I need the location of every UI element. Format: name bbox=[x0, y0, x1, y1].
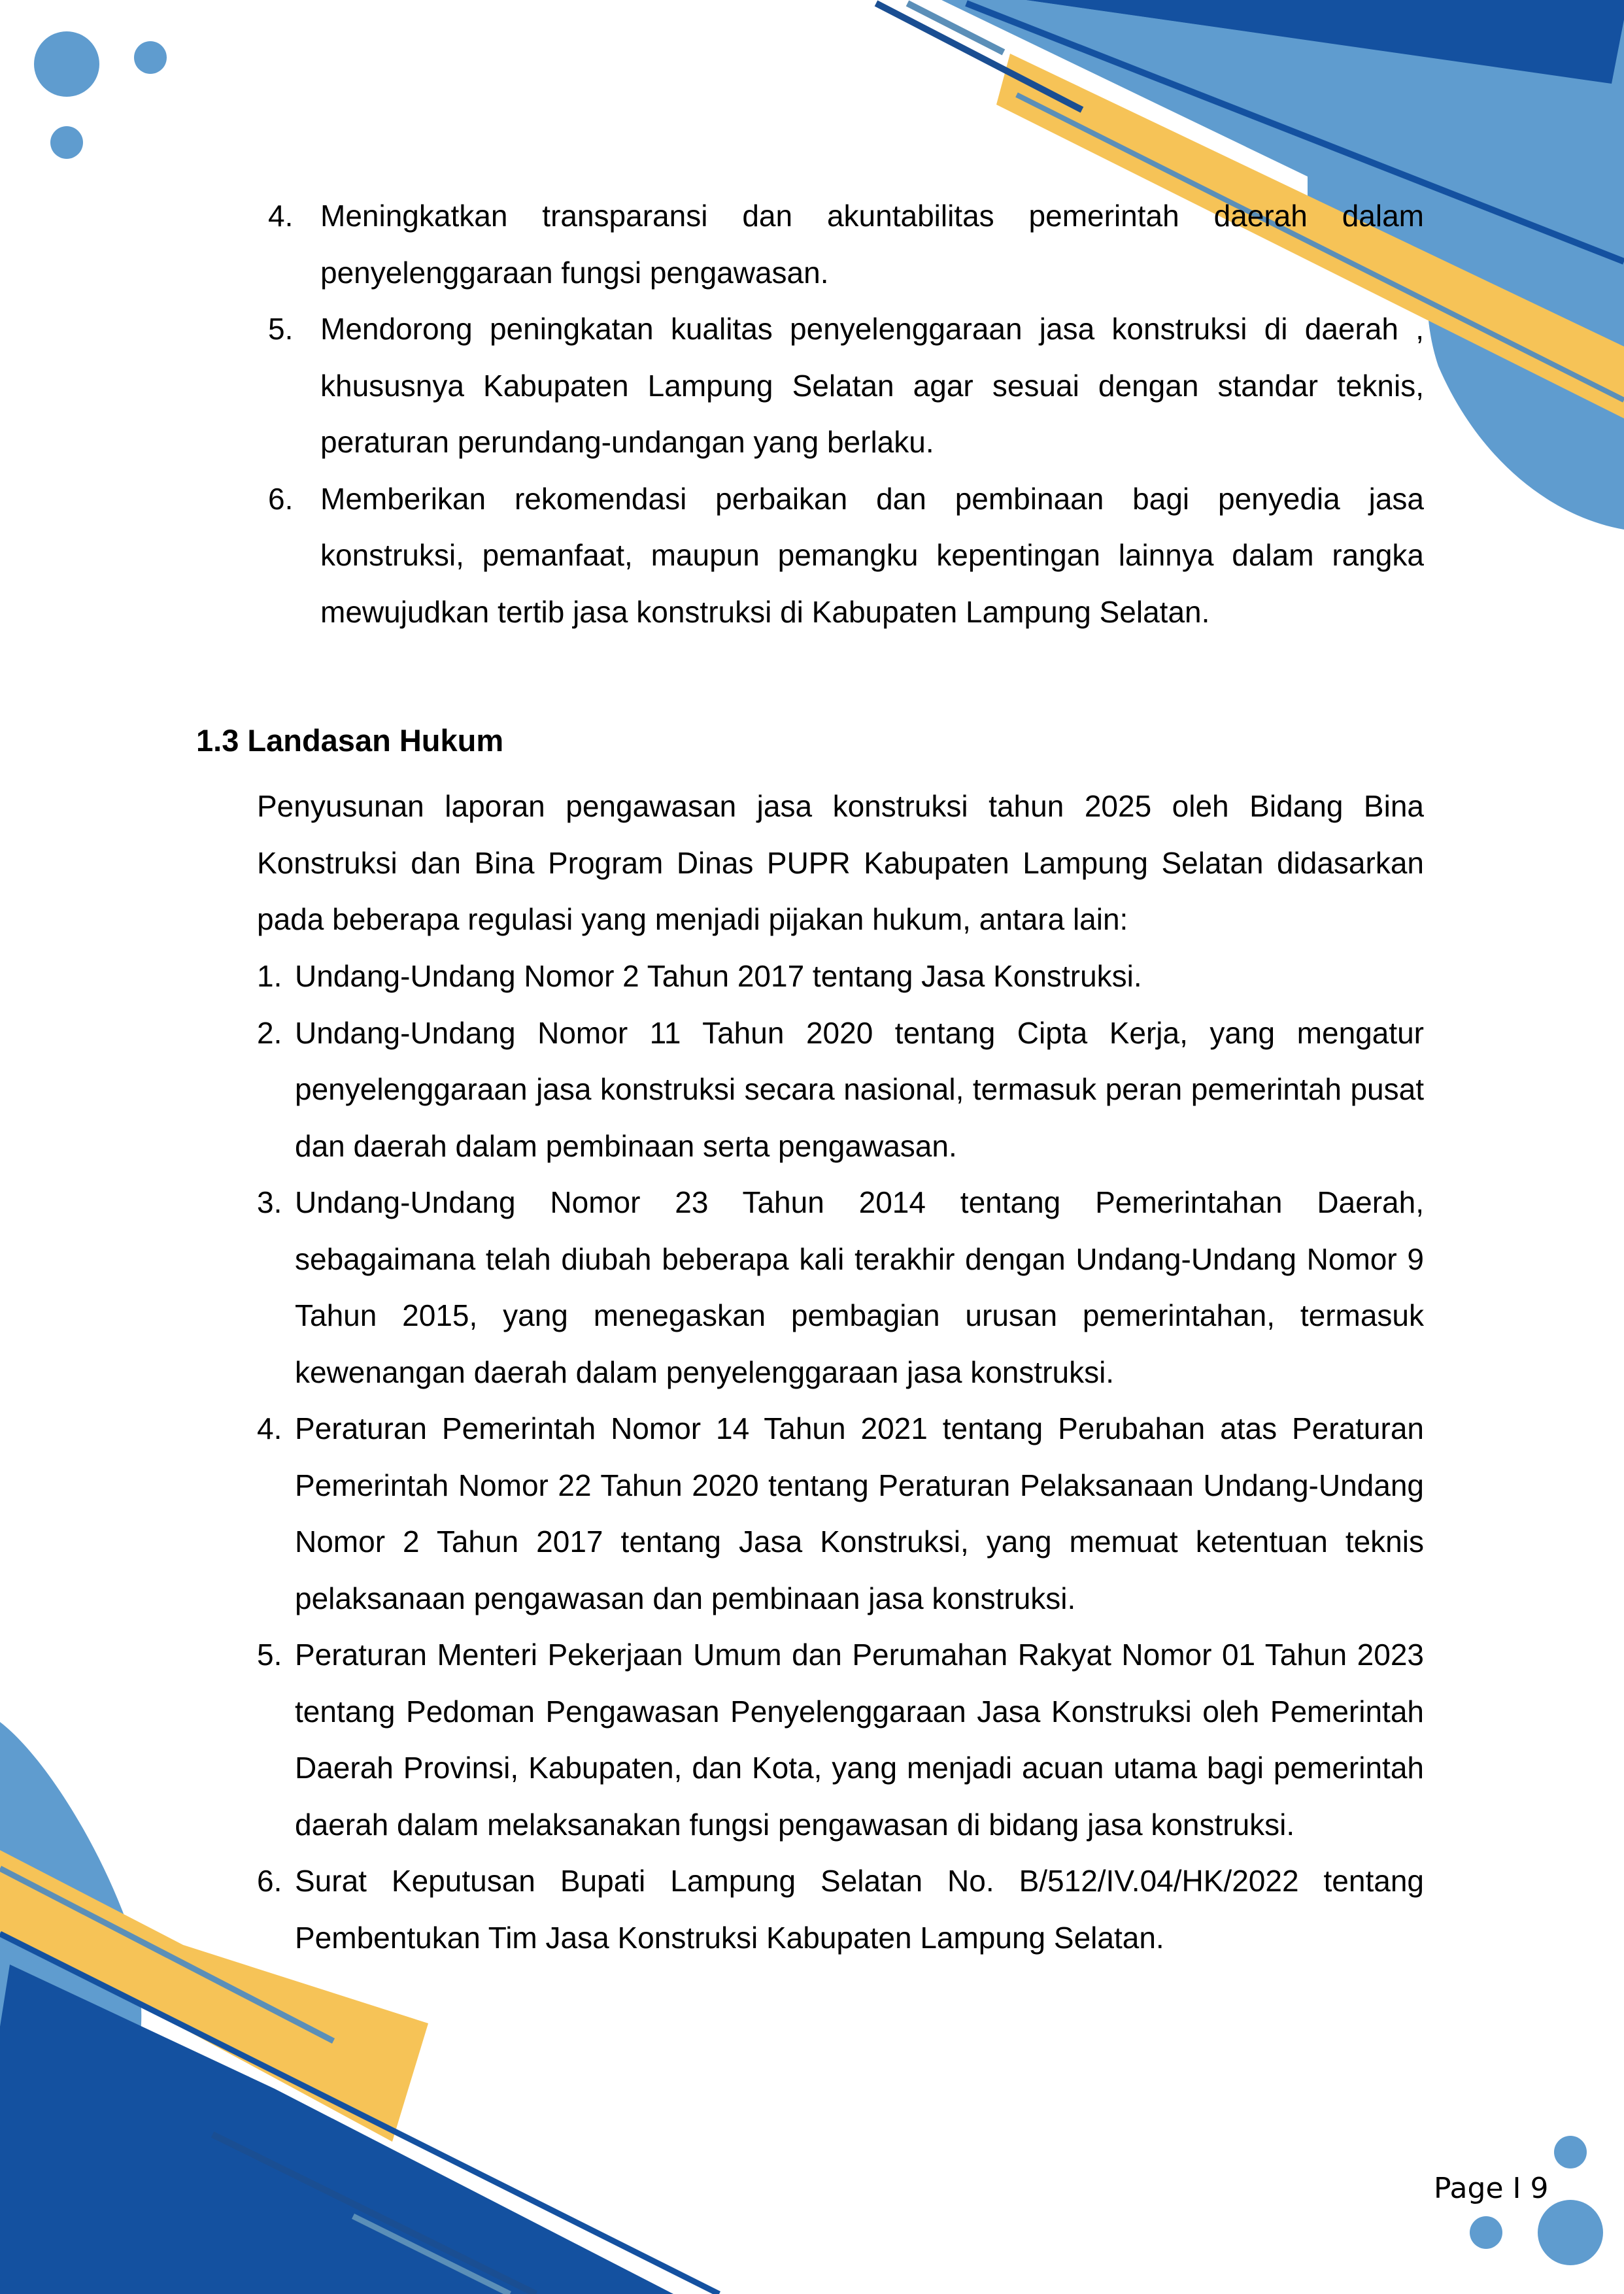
list-item-text: Meningkatkan transparansi dan akuntabilitas pemerintah daerah dalam penyelenggaraan fungsi pengawasan. bbox=[320, 199, 1424, 290]
list-item bbox=[268, 301, 1424, 471]
objectives-list-continued bbox=[268, 188, 1424, 640]
list-item-text: Memberikan rekomendasi perbaikan dan pembinaan bagi penyedia jasa konstruksi, pemanfaat, maupun pemangku kepentingan lainnya dalam rangka mewujudkan tertib jasa konstruksi di Kabupaten Lampung Selatan. bbox=[320, 481, 1424, 629]
list-item-text: Undang-Undang Nomor 11 Tahun 2020 tentang Cipta Kerja, yang mengatur penyelenggaraan jasa konstruksi secara nasional, termasuk peran pemerintah pusat dan daerah dalam pembinaan serta pengawasan. bbox=[295, 1015, 1424, 1163]
list-item-number: 4. bbox=[268, 199, 294, 233]
list-item-number: 6. bbox=[268, 481, 294, 516]
list-item-number: 6. bbox=[257, 1864, 282, 1898]
list-item bbox=[257, 1400, 1424, 1627]
list-item-text: Undang-Undang Nomor 2 Tahun 2017 tentang Jasa Konstruksi. bbox=[295, 959, 1142, 993]
list-item-text: Peraturan Menteri Pekerjaan Umum dan Perumahan Rakyat Nomor 01 Tahun 2023 tentang Pedoman Pengawasan Penyelenggaraan Jasa Konstruksi oleh Pemerintah Daerah Provinsi, Kabupaten, dan Kota, yang menjadi acuan utama bagi pemerintah daerah dalam melaksanakan fungsi pengawasan di bidang jasa konstruksi. bbox=[295, 1638, 1424, 1842]
list-item-number: 2. bbox=[257, 1015, 282, 1050]
list-item bbox=[257, 1853, 1424, 1966]
list-item-text: Peraturan Pemerintah Nomor 14 Tahun 2021 tentang Perubahan atas Peraturan Pemerintah Nomor 22 Tahun 2020 tentang Peraturan Pelaksanaan Undang-Undang Nomor 2 Tahun 2017 tentang Jasa Konstruksi, yang memuat ketentuan teknis pelaksanaan pengawasan dan pembinaan jasa konstruksi. bbox=[295, 1411, 1424, 1615]
page-number: Page I 9 bbox=[1434, 2172, 1549, 2205]
section-heading: 1.3 Landasan Hukum bbox=[196, 723, 504, 758]
list-item-text: Undang-Undang Nomor 23 Tahun 2014 tentang Pemerintahan Daerah, sebagaimana telah diubah beberapa kali terakhir dengan Undang-Undang Nomor 9 Tahun 2015, yang menegaskan pembagian urusan pemerintahan, termasuk kewenangan daerah dalam penyelenggaraan jasa konstruksi. bbox=[295, 1185, 1424, 1389]
list-item-text: Mendorong peningkatan kualitas penyelenggaraan jasa konstruksi di daerah , khususnya Kabupaten Lampung Selatan agar sesuai dengan standar teknis, peraturan perundang-undangan yang berlaku. bbox=[320, 312, 1424, 459]
list-item-text: Surat Keputusan Bupati Lampung Selatan No. B/512/IV.04/HK/2022 tentang Pembentukan Tim Jasa Konstruksi Kabupaten Lampung Selatan. bbox=[295, 1864, 1424, 1955]
list-item-number: 5. bbox=[268, 312, 294, 346]
list-item bbox=[257, 948, 1424, 1005]
section-intro-paragraph: Penyusunan laporan pengawasan jasa konstruksi tahun 2025 oleh Bidang Bina Konstruksi dan Bina Program Dinas PUPR Kabupaten Lampung Selatan didasarkan pada beberapa regulasi yang menjadi pijakan hukum, antara lain: bbox=[257, 789, 1424, 936]
list-item-number: 3. bbox=[257, 1185, 282, 1219]
list-item bbox=[257, 1627, 1424, 1853]
list-item-number: 4. bbox=[257, 1411, 282, 1445]
list-item bbox=[257, 1005, 1424, 1175]
list-item bbox=[257, 1174, 1424, 1400]
list-item bbox=[268, 471, 1424, 641]
list-item-number: 5. bbox=[257, 1638, 282, 1672]
legal-basis-list bbox=[257, 948, 1424, 1966]
list-item bbox=[268, 188, 1424, 301]
list-item-number: 1. bbox=[257, 959, 282, 993]
